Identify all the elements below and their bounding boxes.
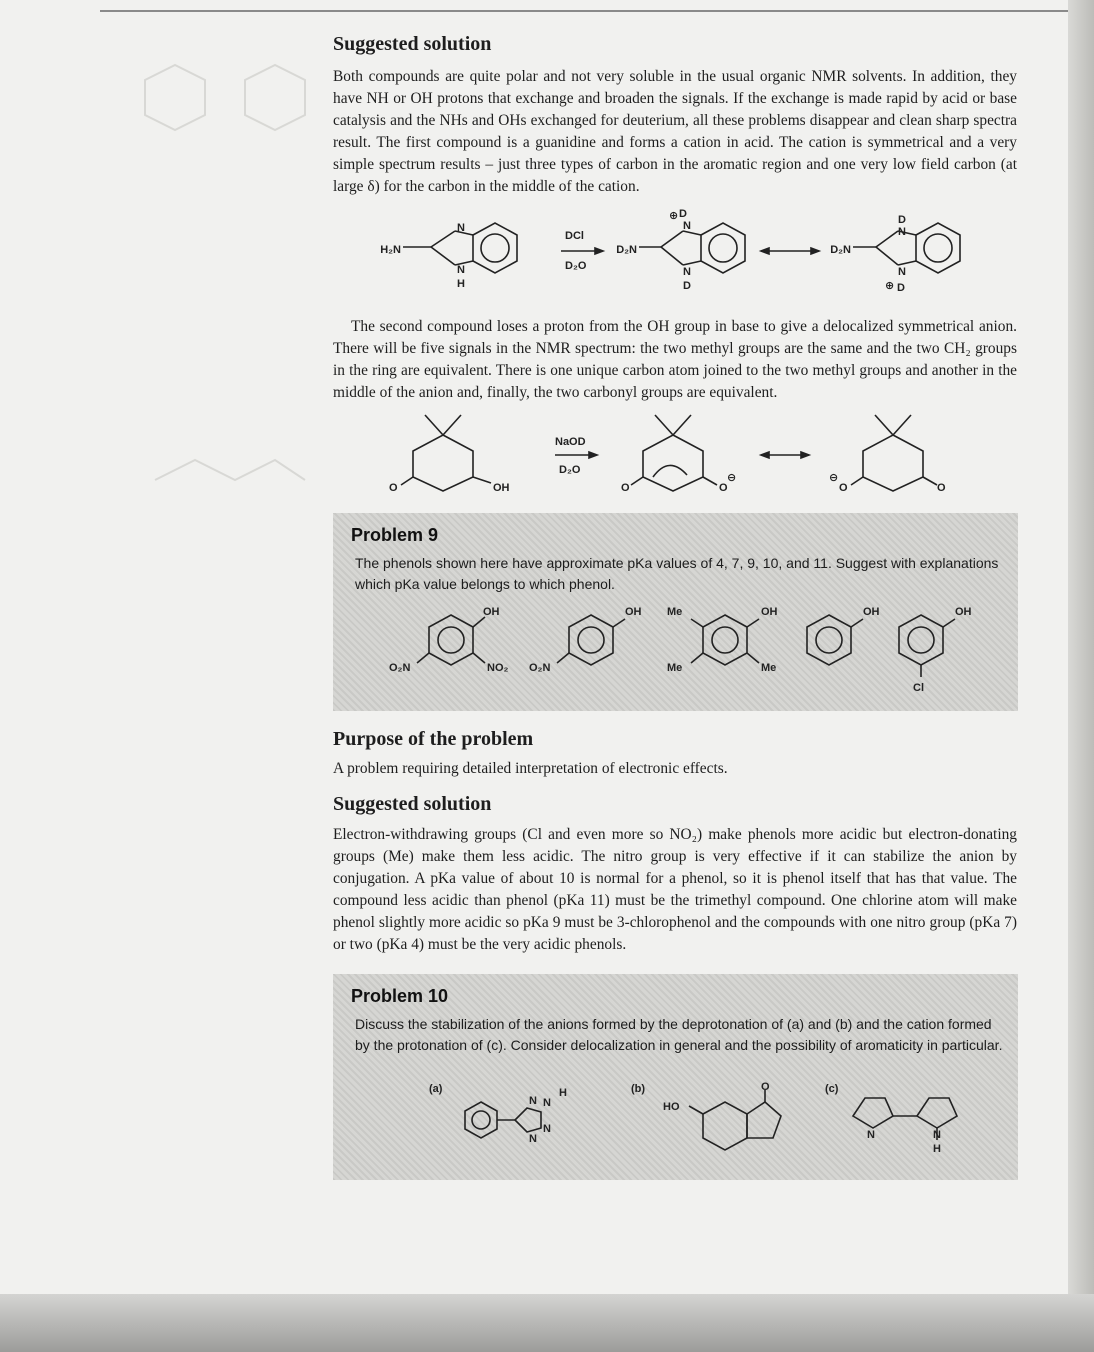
d2n-label: D₂N (616, 244, 637, 256)
n-label: N (898, 266, 906, 278)
n-label: N (529, 1133, 537, 1145)
problem-text: Discuss the stabilization of the anions formed by the deprotonation of (a) and (b) and the cation formed by the protonation of (c). Consider delocalization in general and the possibility of aromaticity in particular. (355, 1016, 1003, 1053)
charge-plus-label: ⊕ (669, 210, 679, 222)
o2n-label: O₂N (529, 662, 551, 674)
h-label: H (559, 1087, 567, 1099)
oh-label: OH (625, 606, 642, 618)
problem-text: The phenols shown here have approximate pKa values of 4, 7, 9, 10, and 11. Suggest with explanations which pKa value belongs to which phenol. (355, 555, 999, 592)
reagent-label: DCl (565, 230, 584, 242)
me-label: Me (761, 662, 777, 674)
o2n-label: O₂N (389, 662, 411, 674)
paragraph: The second compound loses a proton from the OH group in base to give a delocalized symmetrical anion. There will be five signals in the NMR spectrum: the two methyl groups are the same and the two CH₂ groups in the ring are equivalent. There is one unique carbon atom joined to the two methyl groups and another in the middle of the anion and, finally, the two carbonyl groups are equivalent. (333, 318, 1017, 401)
problem-10-box (333, 974, 1018, 1180)
problem-10-structures (333, 1080, 1018, 1178)
guanidine-scheme-drawing (333, 205, 1018, 300)
d2n-label: D₂N (830, 244, 851, 256)
o-label: O (937, 482, 946, 494)
h2n-label: H₂N (380, 244, 401, 256)
o-label: O (761, 1081, 770, 1093)
d-label: D (683, 280, 691, 292)
label-a: (a) (429, 1083, 443, 1095)
me-label: Me (667, 662, 683, 674)
d-label: D (897, 282, 905, 294)
o-label: O (719, 482, 728, 494)
d-label: D (679, 208, 687, 220)
ho-label: HO (663, 1101, 680, 1113)
n-label: N (457, 264, 465, 276)
n-label: N (867, 1129, 875, 1141)
charge-plus-label: ⊕ (885, 280, 895, 292)
label-c: (c) (825, 1083, 839, 1095)
no2-label: NO₂ (487, 662, 509, 674)
d-label: D (898, 214, 906, 226)
bleed-through-ghost-structures (95, 40, 325, 520)
top-rule (100, 10, 1090, 12)
reagent-label: D₂O (565, 260, 587, 272)
o-label: O (389, 482, 398, 494)
paragraph: Electron-withdrawing groups (Cl and even more so NO₂) make phenols more acidic but electron-donating groups (Me) make them less acidic. The nitro group is very effective if it can stabilize the anion by conjugation. A pKa value of about 10 is normal for a phenol, so it is phenol itself that has that value. The compound less acidic than phenol (pKa 11) must be the trimethyl compound. One chlorine atom will make phenol slightly more acidic so pKa 9 must be 3-chlorophenol and the compounds with one nitro group (pKa 7) or two (pKa 4) must be the very acidic phenols. (333, 826, 1017, 953)
dimedone-scheme-drawing (333, 405, 1018, 497)
reaction-scheme-dimedone (333, 405, 1018, 502)
phenol-structures (333, 597, 1018, 707)
h-label: H (457, 278, 465, 290)
page-bottom-shadow (0, 1294, 1094, 1352)
charge-minus-label: ⊖ (727, 472, 737, 484)
reaction-scheme-guanidine (333, 205, 1018, 305)
n-label: N (933, 1129, 941, 1141)
n-label: N (457, 222, 465, 234)
n-label: N (543, 1097, 551, 1109)
charge-minus-label: ⊖ (829, 472, 839, 484)
page-gutter-shadow (1068, 0, 1094, 1352)
oh-label: OH (761, 606, 778, 618)
problem-title: Problem 10 (351, 986, 449, 1006)
oh-label: OH (493, 482, 510, 494)
section-heading: Suggested solution (333, 793, 492, 815)
n-label: N (543, 1123, 551, 1135)
o-label: O (839, 482, 848, 494)
h-label: H (933, 1143, 941, 1155)
o-label: O (621, 482, 630, 494)
oh-label: OH (955, 606, 972, 618)
reagent-label: D₂O (559, 464, 581, 476)
label-b: (b) (631, 1083, 646, 1095)
oh-label: OH (483, 606, 500, 618)
problem-title: Problem 9 (351, 525, 439, 545)
cl-label: Cl (913, 682, 924, 694)
paragraph: Both compounds are quite polar and not very soluble in the usual organic NMR solvents. In addition, they have NH or OH protons that exchange and broaden the signals. If the exchange is made rapid by acid or base catalysis and the NHs and OHs exchanged for deuterium, all these problems disappear and clean sharp spectra result. The first compound is a guanidine and forms a cation in acid. The cation is symmetrical and a very simple spectrum results – just three types of carbon in the aromatic region and one very low field carbon (at large δ) for the carbon in the middle of the cation. (333, 68, 1017, 195)
n-label: N (683, 220, 691, 232)
section-heading: Purpose of the problem (333, 728, 534, 750)
n-label: N (683, 266, 691, 278)
reagent-label: NaOD (555, 436, 586, 448)
problem-9-box (333, 513, 1018, 711)
oh-label: OH (863, 606, 880, 618)
section-heading: Suggested solution (333, 33, 492, 55)
n-label: N (529, 1095, 537, 1107)
me-label: Me (667, 606, 683, 618)
n-label: N (898, 226, 906, 238)
paragraph: A problem requiring detailed interpretation of electronic effects. (333, 760, 728, 777)
